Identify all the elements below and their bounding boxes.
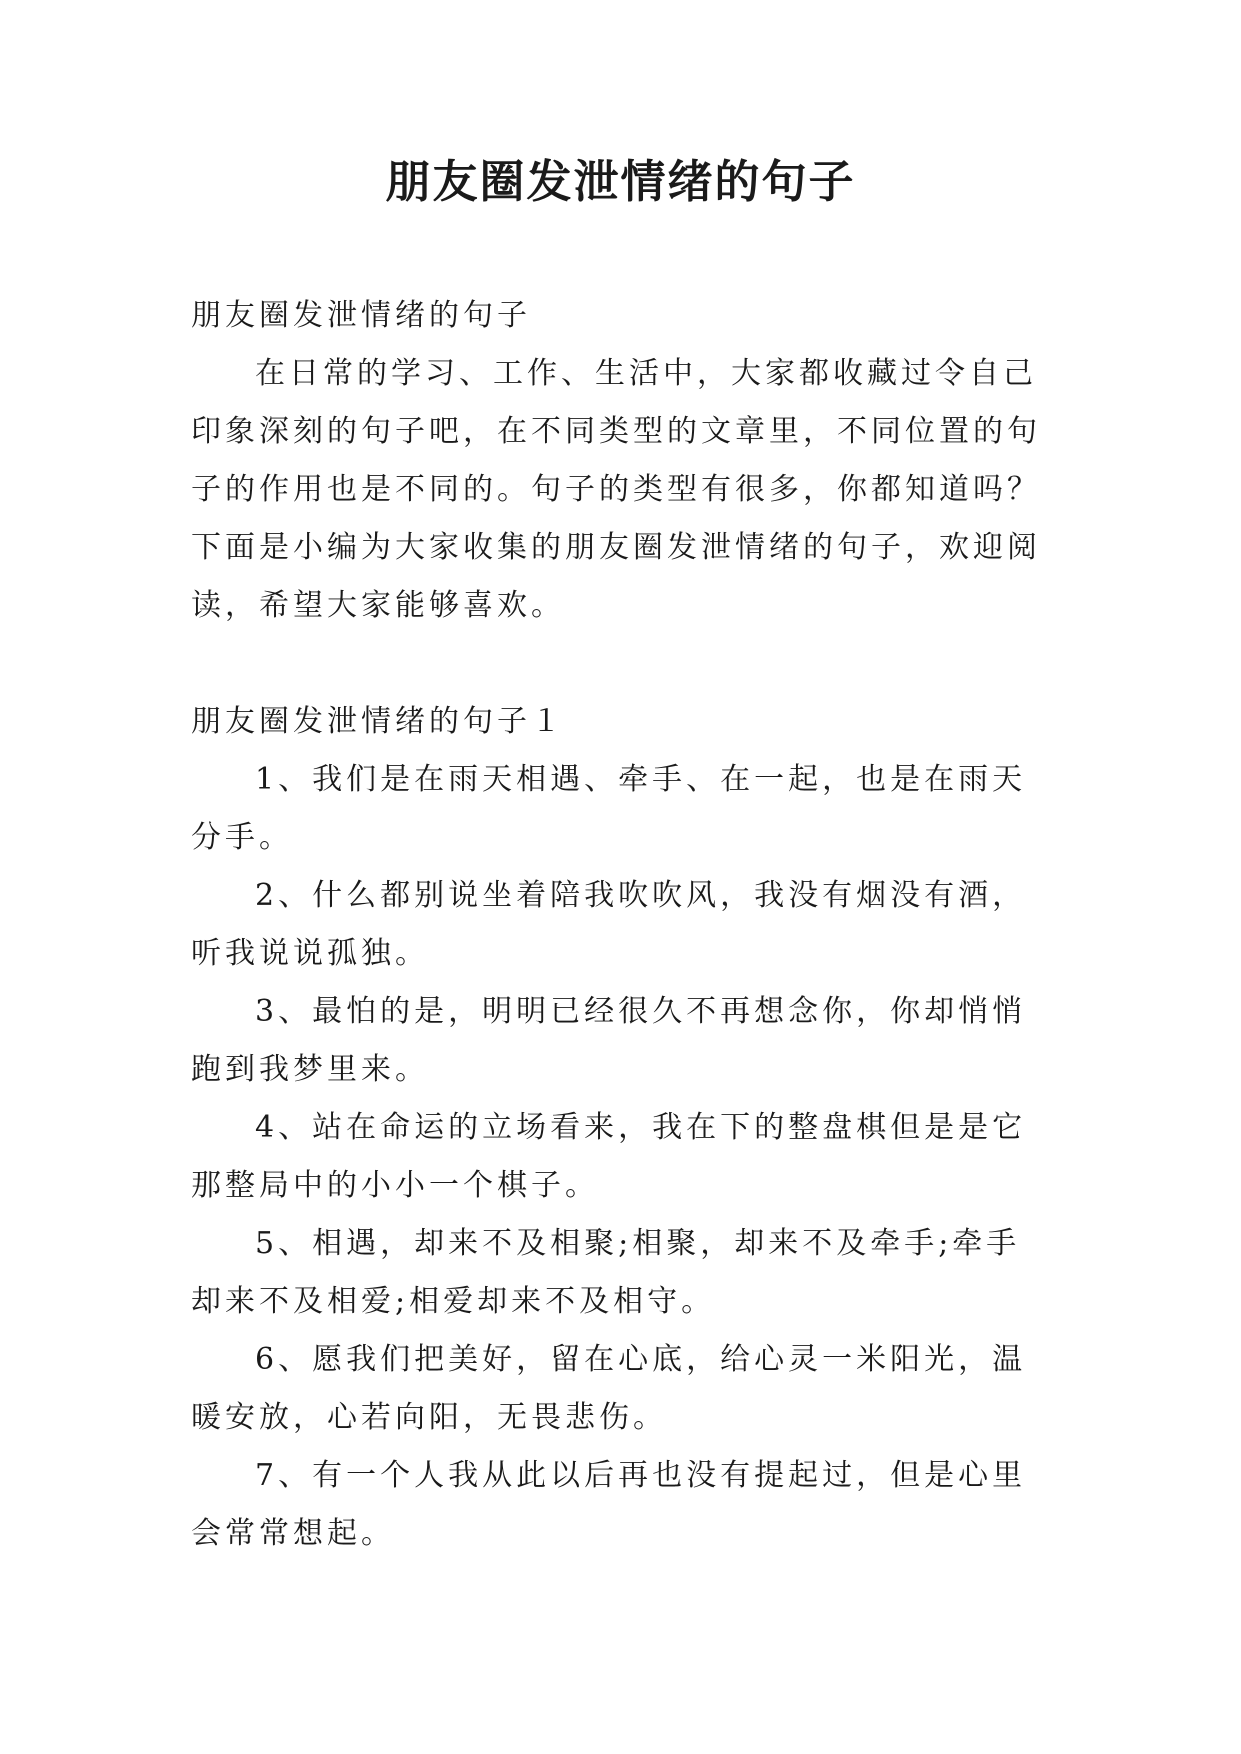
list-item: 2、什么都别说坐着陪我吹吹风，我没有烟没有酒，听我说说孤独。 bbox=[191, 878, 1027, 971]
document-body bbox=[191, 287, 1051, 1563]
intro-paragraph: 在日常的学习、工作、生活中，大家都收藏过令自己印象深刻的句子吧，在不同类型的文章里，不同位置的句子的作用也是不同的。句子的类型有很多，你都知道吗？下面是小编为大家收集的朋友圈发泄情绪的句子，欢迎阅读，希望大家能够喜欢。 bbox=[191, 356, 1041, 623]
list-item: 6、愿我们把美好，留在心底，给心灵一米阳光，温暖安放，心若向阳，无畏悲伤。 bbox=[191, 1342, 1027, 1435]
list-item: 4、站在命运的立场看来，我在下的整盘棋但是是它那整局中的小小一个棋子。 bbox=[191, 1110, 1027, 1203]
paragraph-spacer bbox=[191, 635, 1051, 693]
list-item: 5、相遇，却来不及相聚;相聚，却来不及牵手;牵手却来不及相爱;相爱却来不及相守。 bbox=[191, 1226, 1021, 1319]
list-item: 3、最怕的是，明明已经很久不再想念你，你却悄悄跑到我梦里来。 bbox=[191, 994, 1027, 1087]
list-item: 1、我们是在雨天相遇、牵手、在一起，也是在雨天分手。 bbox=[191, 762, 1027, 855]
intro-heading: 朋友圈发泄情绪的句子 bbox=[191, 298, 531, 333]
section-heading: 朋友圈发泄情绪的句子１ bbox=[191, 704, 565, 739]
list-item: 7、有一个人我从此以后再也没有提起过，但是心里会常常想起。 bbox=[191, 1458, 1027, 1551]
document-title: 朋友圈发泄情绪的句子 bbox=[385, 155, 856, 208]
